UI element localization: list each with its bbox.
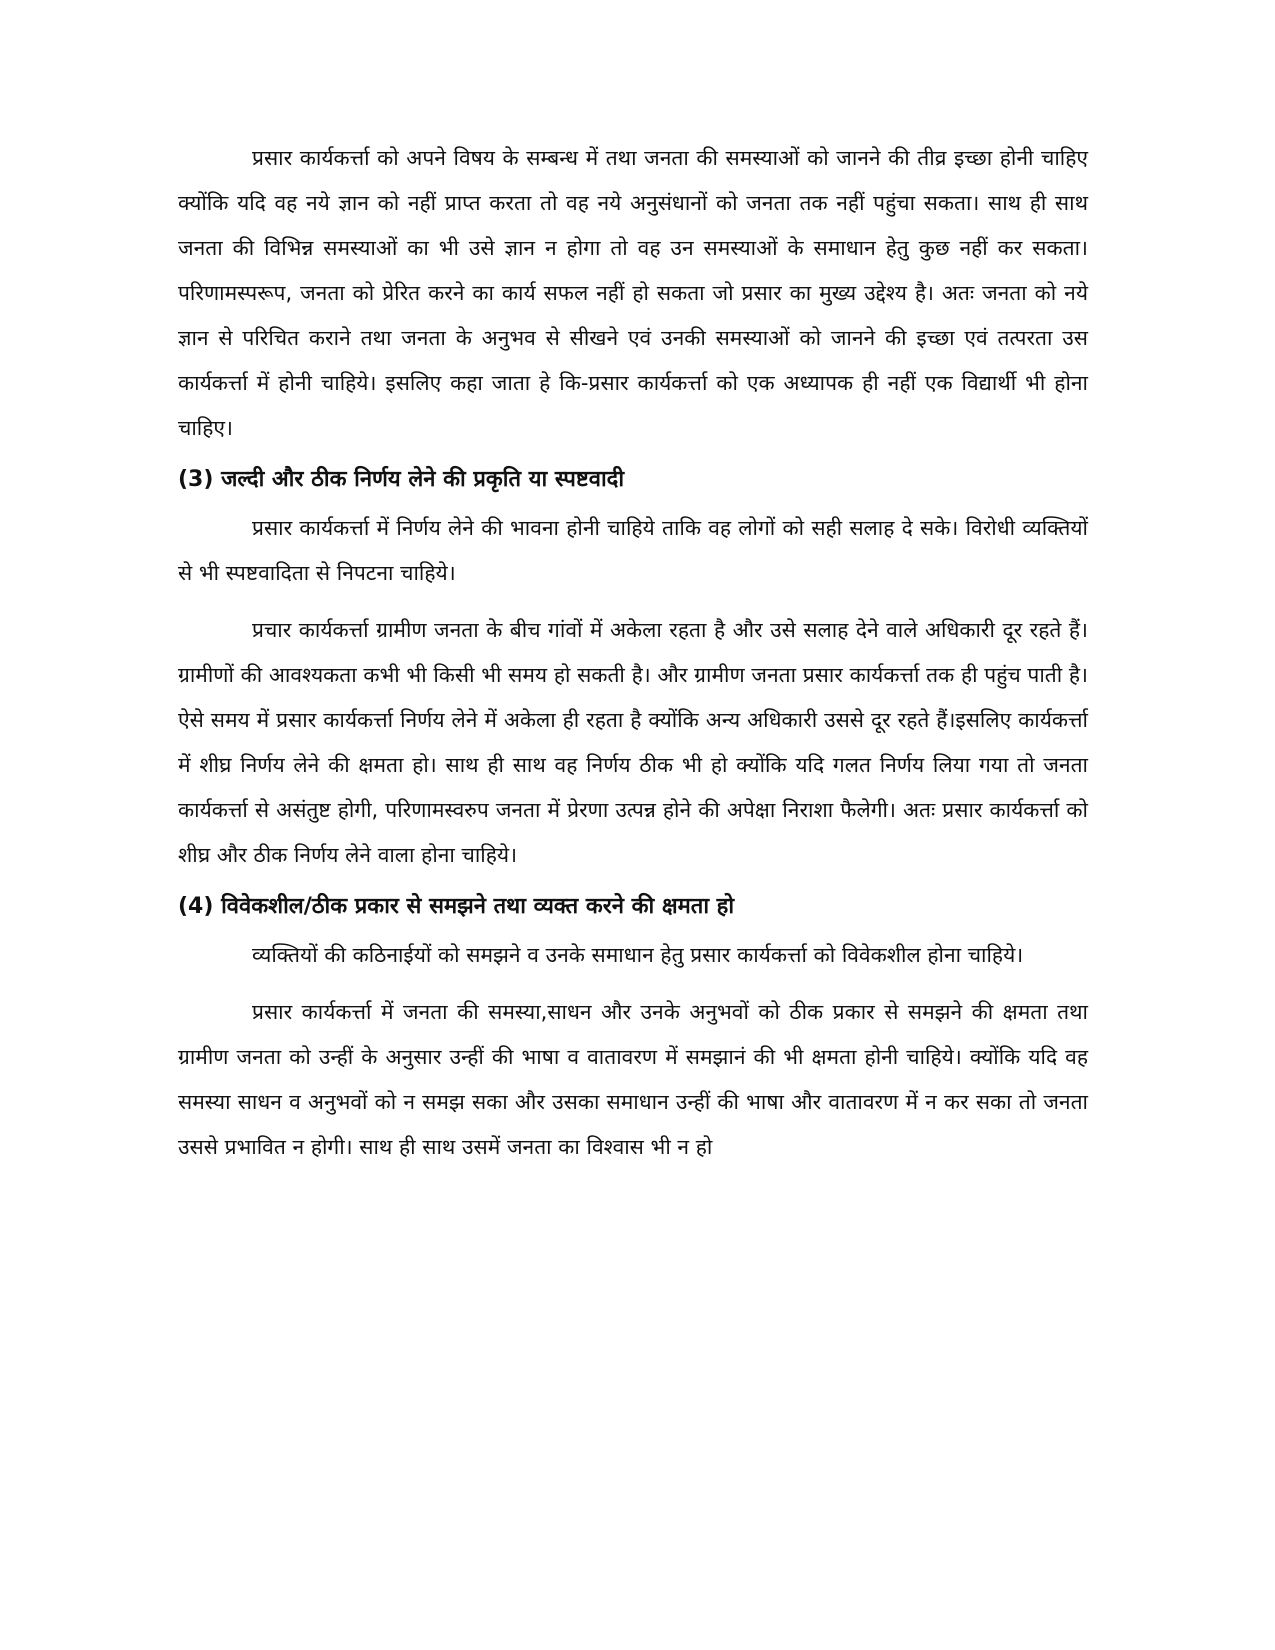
paragraph-worker-alone: प्रचार कार्यकर्त्ता ग्रामीण जनता के बीच गांवों में अकेला रहता है और उसे सलाह देने वाले अधिकारी दूर रहते हैं। ग्रामीणों की आवश्यकता कभी भी किसी भी समय हो सकती है। और ग्रामीण जनता प्रसार कार्यकर्त्ता तक ही पहुंच पाती है। ऐसे समय में प्रसार कार्यकर्त्ता निर्णय लेने में अकेला ही रहता है क्योंकि अन्य अधिकारी उससे दूर रहते हैं।इसलिए कार्यकर्त्ता में शीघ्र निर्णय लेने की क्षमता हो। साथ ही साथ वह निर्णय ठीक भी हो क्योंकि यदि गलत निर्णय लिया गया तो जनता कार्यकर्त्ता से असंतुष्ट होगी, परिणामस्वरुप जनता में प्रेरणा उत्पन्न होने की अपेक्षा निराशा फैलेगी। अतः प्रसार कार्यकर्त्ता को शीघ्र और ठीक निर्णय लेने वाला होना चाहिये। — [178, 618, 1088, 867]
paragraph-understanding-ability: प्रसार कार्यकर्त्ता में जनता की समस्या,साधन और उनके अनुभवों को ठीक प्रकार से समझने की क्षमता तथा ग्रामीण जनता को उन्हीं के अनुसार उन्हीं की भाषा व वातावरण में समझानं की भी क्षमता होनी चाहिये। क्योंकि यदि वह समस्या साधन व अनुभवों को न समझ सका और उसका समाधान उन्हीं की भाषा और वातावरण में न कर सका तो जनता उससे प्रभावित न होगी। साथ ही साथ उसमें जनता का विश्वास भी न हो — [178, 1000, 1088, 1159]
paragraph-decision-making: प्रसार कार्यकर्त्ता में निर्णय लेने की भावना होनी चाहिये ताकि वह लोगों को सही सलाह दे सके। विरोधी व्यक्तियों से भी स्पष्टवादिता से निपटना चाहिये। — [178, 516, 1088, 585]
section-heading-3: (3) जल्दी और ठीक निर्णय लेने की प्रकृति या स्पष्टवादी — [178, 467, 625, 492]
paragraph-learning-desire: प्रसार कार्यकर्त्ता को अपने विषय के सम्बन्ध में तथा जनता की समस्याओं को जानने की तीव्र इच्छा होनी चाहिए क्योंकि यदि वह नये ज्ञान को नहीं प्राप्त करता तो वह नये अनुसंधानों को जनता तक नहीं पहुंचा सकता। साथ ही साथ जनता की विभिन्न समस्याओं का भी उसे ज्ञान न होगा तो वह उन समस्याओं के समाधान हेतु कुछ नहीं कर सकता। परिणामस्परूप, जनता को प्रेरित करने का कार्य सफल नहीं हो सकता जो प्रसार का मुख्य उद्देश्य है। अतः जनता को नये ज्ञान से परिचित कराने तथा जनता के अनुभव से सीखने एवं उनकी समस्याओं को जानने की इच्छा एवं तत्परता उस कार्यकर्त्ता में होनी चाहिये। इसलिए कहा जाता हे कि-प्रसार कार्यकर्त्ता को एक अध्यापक ही नहीं एक विद्यार्थी भी होना चाहिए। — [178, 146, 1089, 440]
section-heading-4: (4) विवेकशील/ठीक प्रकार से समझने तथा व्यक्त करने की क्षमता हो — [178, 894, 735, 919]
paragraph-discretion: व्यक्तियों की कठिनाईयों को समझने व उनके समाधान हेतु प्रसार कार्यकर्त्ता को विवेकशील होना चाहिये। — [252, 943, 1024, 967]
document-page — [178, 136, 1088, 1170]
